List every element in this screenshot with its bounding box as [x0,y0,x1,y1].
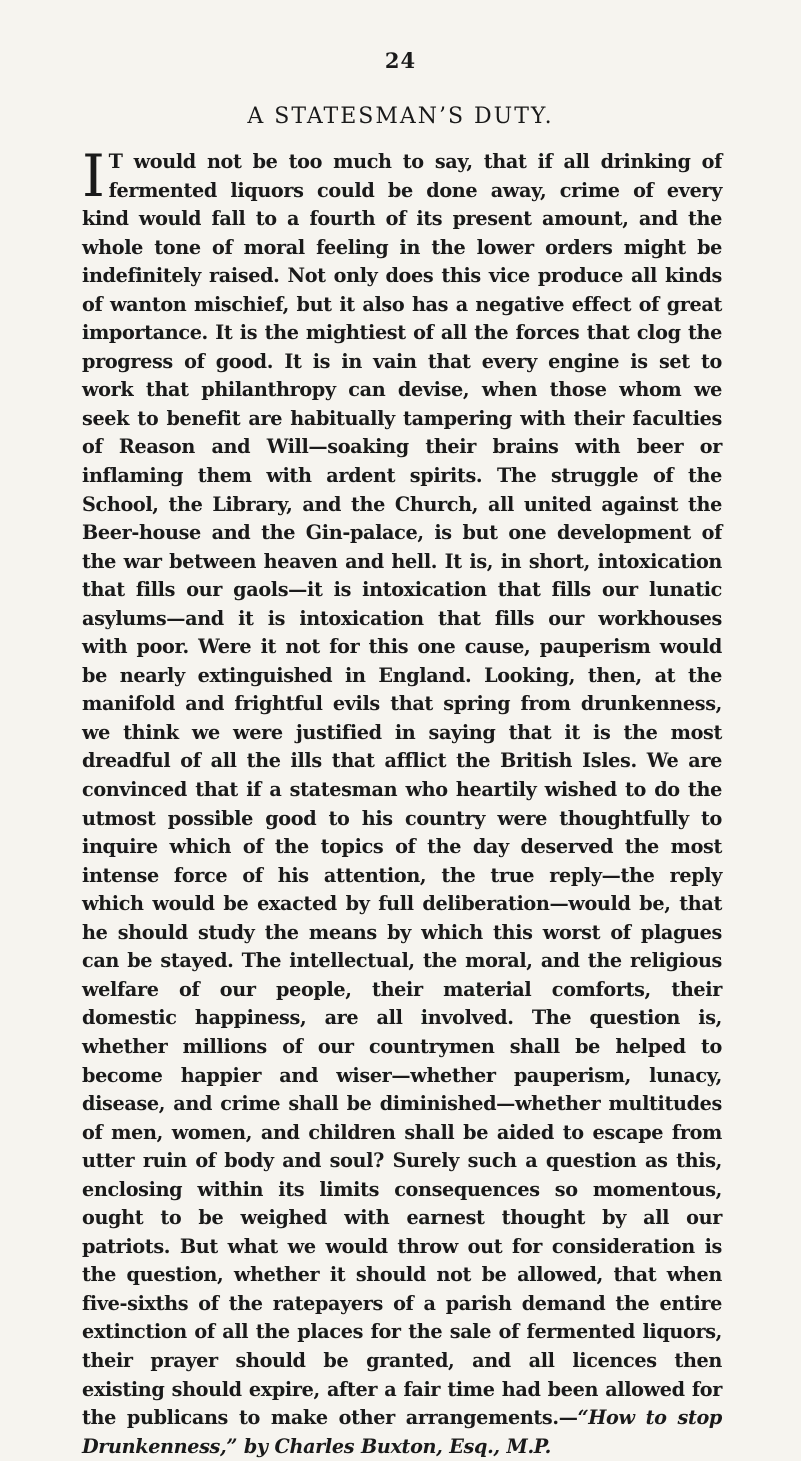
citation: “How to stop Drunkenness,” by Charles Buxton, Esq., M.P. [82,1406,722,1458]
page-title: A STATESMAN’S DUTY. [247,104,554,129]
page-number: 24 [384,48,417,73]
drop-cap: I [82,142,105,210]
first-word-rest: T [108,150,123,173]
article-body [82,142,722,1461]
body-paragraph: would not be too much to say, that if all drinking of fermented liquors could be done away, crime of every kind would fall to a fourth of its present amount, and the whole tone of moral feeling in the lower orders might be indefinitely raised. Not only does this vice produce all kinds of wanton mischief, but it also has a negative effect of great importance. It is the mightiest of all the forces that clog the progress of good. It is in vain that every engine is set to work that philanthropy can devise, when those whom we seek to benefit are habitually tampering with their faculties of Reason and Will—soaking their brains with beer or inflaming them with ardent spirits. The struggle of the School, the Library, and the Church, all united against the Beer-house and the Gin-palace, is but one development of the war between heaven and hell. It is, in short, intoxication that fills our gaols—it is intoxication that fills our lunatic asylums—and it is intoxication that fills our workhouses with poor. Were it not for this one cause, pauperism would be nearly extinguished in England. Looking, then, at the manifold and frightful evils that spring from drunkenness, we think we were justified in saying that it is the most dreadful of all the ills that afflict the British Isles. We are convinced that if a statesman who heartily wished to do the utmost possible good to his country were thoughtfully to inquire which of the topics of the day deserved the most intense force of his attention, the true reply—the reply which would be exacted by full deliberation—would be, that he should study the means by which this worst of plagues can be stayed. The intellectual, the moral, and the religious welfare of our people, their material comforts, their domestic happiness, are all involved. The question is, whether millions of our countrymen shall be helped to become happier and wiser—whether pauperism, lunacy, disease, and crime shall be diminished—whether multitudes of men, women, and children shall be aided to escape from utter ruin of body and soul? Surely such a question as this, enclosing within its limits consequences so momentous, ought to be weighed with earnest thought by all our patriots. But what we would throw out for consideration is the question, whether it should not be allowed, that when five-sixths of the ratepayers of a parish demand the entire extinction of all the places for the sale of fermented liquors, their prayer should be granted, and all licences then existing should expire, after a fair time had been allowed for the publicans to make other arrangements.— [82,150,722,1430]
